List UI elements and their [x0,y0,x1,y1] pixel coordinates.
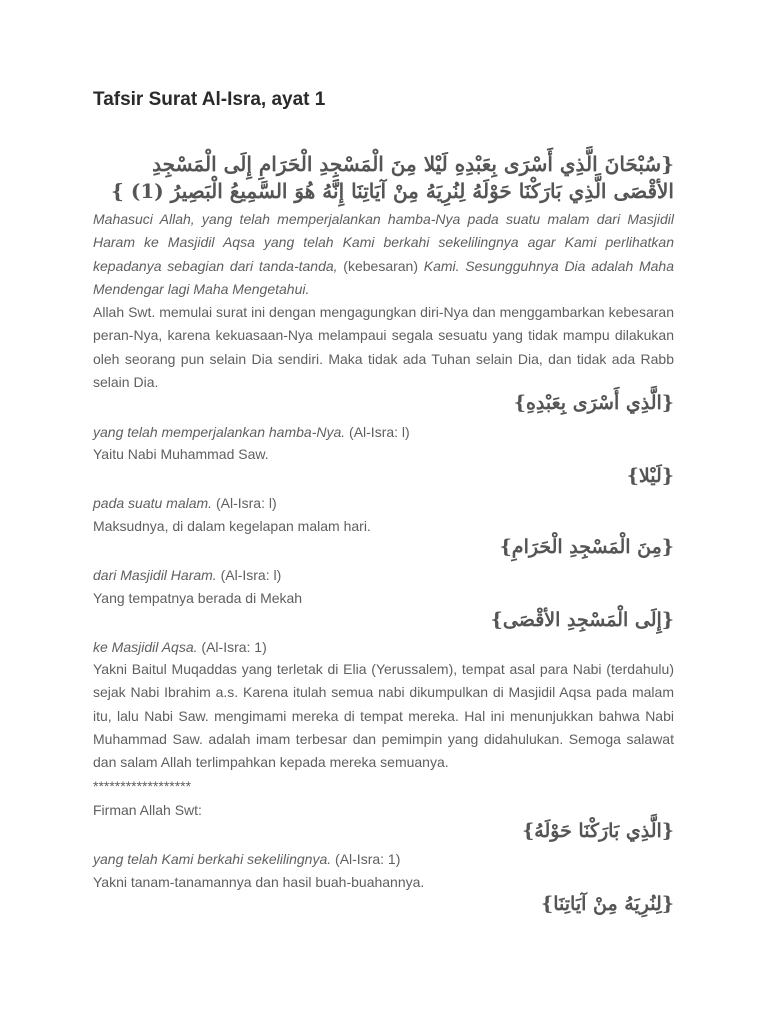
section-5-meaning [93,849,400,869]
translation-part-1: Mahasuci Allah, yang telah memperjalankan hamba-Nya pada suatu malam dari Masjidil Haram ke Masjidil Aqsa yang telah Kami berkahi sekelilingnya agar Kami perlihatkan kepadanya sebagian dari tanda-tanda, [93,211,674,274]
separator-stars: ****************** [93,778,192,794]
section-6-arabic: {لِنُرِيَهُ مِنْ آيَاتِنَا} [541,893,674,915]
section-2-ref: (Al-Isra: l) [215,495,277,511]
section-3-arabic: {مِنَ الْمَسْجِدِ الْحَرَامِ} [499,536,674,558]
intro-paragraph: Allah Swt. memulai surat ini dengan mengagungkan diri-Nya dan menggambarkan kebesaran peran-Nya, karena kekuasaan-Nya melampaui segala sesuatu yang tidak mampu dilakukan oleh seorang pun selain Dia sendiri. Maka tidak ada Tuhan selain Dia, dan tidak ada Rabb selain Dia. [93,304,674,390]
section-3-ref: (Al-Isra: l) [220,567,282,583]
page-title: Tafsir Surat Al-Isra, ayat 1 [93,89,326,110]
section-2-meaning [93,493,277,513]
translation-part-2: (kebesaran) [343,257,418,274]
section-5-meaning-text: yang telah Kami berkahi sekelilingnya. [93,851,332,867]
section-3-meaning [93,565,281,585]
section-3-explanation: Yang tempatnya berada di Mekah [93,590,303,606]
section-5-arabic: {الَّذِي بَارَكْنَا حَوْلَهُ} [522,820,674,842]
firman-label: Firman Allah Swt: [93,802,202,818]
ayah-arabic-text: {سُبْحَانَ الَّذِي أَسْرَى بِعَبْدِهِ لَيْلا مِنَ الْمَسْجِدِ الْحَرَامِ إِلَى الْمَسْجِدِ الأقْصَى الَّذِي بَارَكْنَا حَوْلَهُ لِنُرِيَهُ مِنْ آيَاتِنَا إِنَّهُ هُوَ السَّمِيعُ الْبَصِيرُ (1) } [111,152,674,203]
ayah-translation [93,208,674,301]
section-5-ref: (Al-Isra: 1) [335,851,401,867]
translation-part-3: Kami. Sesungguhnya Dia adalah Maha Mendengar lagi Maha Mengetahui. [93,257,675,297]
section-1-explanation: Yaitu Nabi Muhammad Saw. [93,446,269,462]
section-1-meaning-text: yang telah memperjalankan hamba-Nya. [93,424,346,440]
section-1-ref: (Al-Isra: l) [349,424,410,440]
section-4-arabic: {إِلَى الْمَسْجِدِ الأقْصَى} [490,609,674,631]
section-2-meaning-text: pada suatu malam. [93,495,213,511]
section-5-explanation: Yakni tanam-tanamannya dan hasil buah-buahannya. [93,874,425,890]
section-2-arabic: {لَيْلا} [626,465,674,487]
section-4-meaning [93,637,267,657]
section-3-meaning-text: dari Masjidil Haram. [93,567,217,583]
section-1-arabic: {الَّذِي أَسْرَى بِعَبْدِهِ} [513,392,674,414]
section-1-meaning [93,422,410,442]
section-2-explanation: Maksudnya, di dalam kegelapan malam hari. [93,518,371,534]
section-4-ref: (Al-Isra: 1) [201,639,267,655]
section-4-explanation: Yakni Baitul Muqaddas yang terletak di Elia (Yerussalem), tempat asal para Nabi (terdahulu) sejak Nabi Ibrahim a.s. Karena itulah semua nabi dikumpulkan di Masjidil Aqsa pada malam itu, lalu Nabi Saw. mengimami mereka di tempat mereka. Hal ini menunjukkan bahwa Nabi Muhammad Saw. adalah imam terbesar dan pemimpin yang didahulukan. Semoga salawat dan salam Allah terlimpahkan kepada mereka semuanya. [93,661,674,771]
section-4-meaning-text: ke Masjidil Aqsa. [93,639,198,655]
